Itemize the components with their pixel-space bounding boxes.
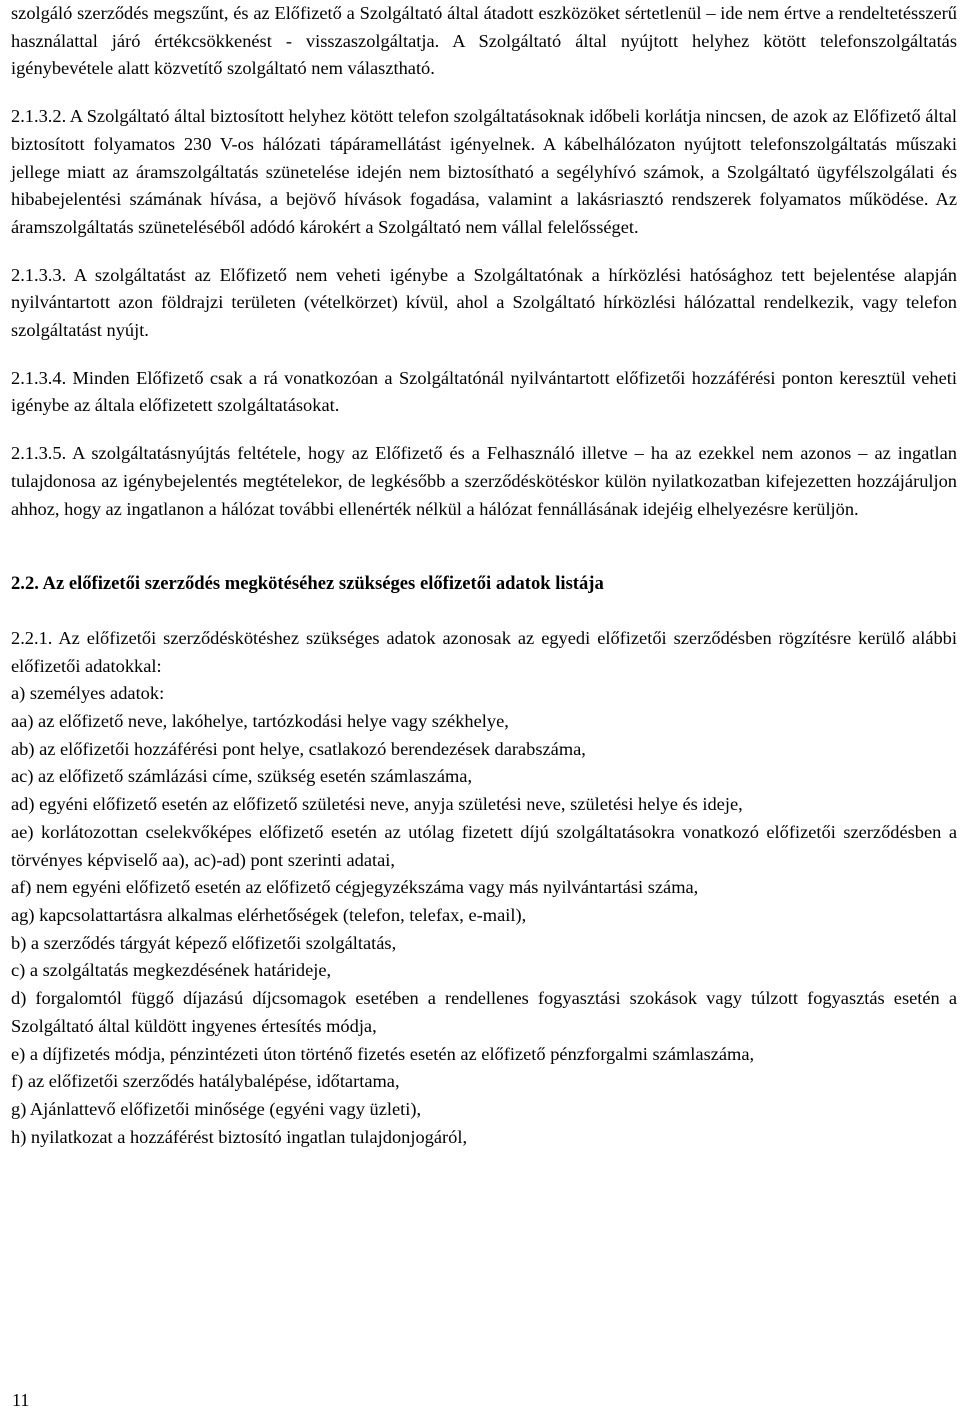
list-item: ae) korlátozottan cselekvőképes előfizető esetén az utólag fizetett díjú szolgáltatásokra vonatkozó előfizetői szerződésben a törvényes képviselő aa), ac)-ad) pont szerinti adatai, [11,821,957,870]
section-2-2-heading: 2.2. Az előfizetői szerződés megkötéséhez szükséges előfizetői adatok listája [11,573,604,595]
list-item: b) a szerződés tárgyát képező előfizetői szolgáltatás, [11,932,397,953]
section-2-1-3-4-paragraph: 2.1.3.4. Minden Előfizető csak a rá vonatkozóan a Szolgáltatónál nyilvántartott előfizetői hozzáférési ponton keresztül veheti igénybe az általa előfizetett szolgáltatásokat. [11,367,957,416]
list-item: c) a szolgáltatás megkezdésének határideje, [11,960,332,981]
page-number: 11 [12,1390,30,1410]
section-2-1-3-3-paragraph: 2.1.3.3. A szolgáltatást az Előfizető nem veheti igénybe a Szolgáltatónak a hírközlési hatósághoz tett bejelentése alapján nyilvántartott azon földrajzi területen (vételkörzet) kívül, ahol a Szolgáltató hírközlési hálózattal rendelkezik, vagy telefon szolgáltatást nyújt. [11,264,957,341]
section-2-1-3-5-paragraph: 2.1.3.5. A szolgáltatásnyújtás feltétele, hogy az Előfizető és a Felhasználó illetve – ha az ezekkel nem azonos – az ingatlan tulajdonosa az igénybejelentés megtételekor, de legkésőbb a szerződéskötéskor külön nyilatkozatban kifejezetten hozzájáruljon ahhoz, hogy az ingatlanon a hálózat további ellenérték nélkül a hálózat fennállásának idejéig elhelyezésre kerüljön. [11,443,957,519]
list-item: a) személyes adatok: [11,683,165,704]
section-2-2-1-paragraph: 2.2.1. Az előfizetői szerződéskötéshez szükséges adatok azonosak az egyedi előfizetői szerződésben rögzítésre kerülő alábbi előfizetői adatokkal: [11,627,957,676]
list-item: aa) az előfizető neve, lakóhelye, tartózkodási helye vagy székhelye, [11,711,509,732]
list-item: ac) az előfizető számlázási címe, szükség esetén számlaszáma, [11,766,473,787]
list-item: f) az előfizetői szerződés hatálybalépése, időtartama, [11,1071,400,1092]
document-page [11,0,957,1151]
list-item: ag) kapcsolattartásra alkalmas elérhetőségek (telefon, telefax, e-mail), [11,904,527,925]
subscriber-data-list [11,680,957,1151]
list-item: ad) egyéni előfizető esetén az előfizető születési neve, anyja születési neve, születési helye és ideje, [11,794,743,815]
intro-paragraph: szolgáló szerződés megszűnt, és az Előfizető a Szolgáltató által átadott eszközöket sértetlenül – ide nem értve a rendeltetésszerű használattal járó értékcsökkenést - visszaszolgáltatja. A Szolgáltató által nyújtott helyhez kötött telefonszolgáltatás igénybevétele alatt közvetítő szolgáltató nem választható. [11,3,957,79]
list-item: g) Ajánlattevő előfizetői minősége (egyéni vagy üzleti), [11,1098,422,1119]
list-item: d) forgalomtól függő díjazású díjcsomagok esetében a rendellenes fogyasztási szokások vagy túlzott fogyasztás esetén a Szolgáltató által küldött ingyenes értesítés módja, [11,988,957,1036]
list-item: af) nem egyéni előfizető esetén az előfizető cégjegyzékszáma vagy más nyilvántartási száma, [11,877,699,898]
list-item: ab) az előfizetői hozzáférési pont helye, csatlakozó berendezések darabszáma, [11,738,586,759]
list-item: h) nyilatkozat a hozzáférést biztosító ingatlan tulajdonjogáról, [11,1126,468,1147]
list-item: e) a díjfizetés módja, pénzintézeti úton történő fizetés esetén az előfizető pénzforgalmi számlaszáma, [11,1043,755,1064]
section-2-1-3-2-paragraph: 2.1.3.2. A Szolgáltató által biztosított helyhez kötött telefon szolgáltatásoknak időbeli korlátja nincsen, de azok az Előfizető által biztosított folyamatos 230 V-os hálózati tápáramellátást igényelnek. A kábelhálózaton nyújtott telefonszolgáltatás műszaki jellege miatt az áramszolgáltatás szünetelése idején nem biztosítható a segélyhívó számok, a Szolgáltató ügyfélszolgálati és hibabejelentési számának hívása, a bejövő hívások fogadása, valamint a lakásriasztó rendszerek folyamatos működése. Az áramszolgáltatás szüneteléséből adódó károkért a Szolgáltató nem vállal felelősséget. [11,106,957,237]
